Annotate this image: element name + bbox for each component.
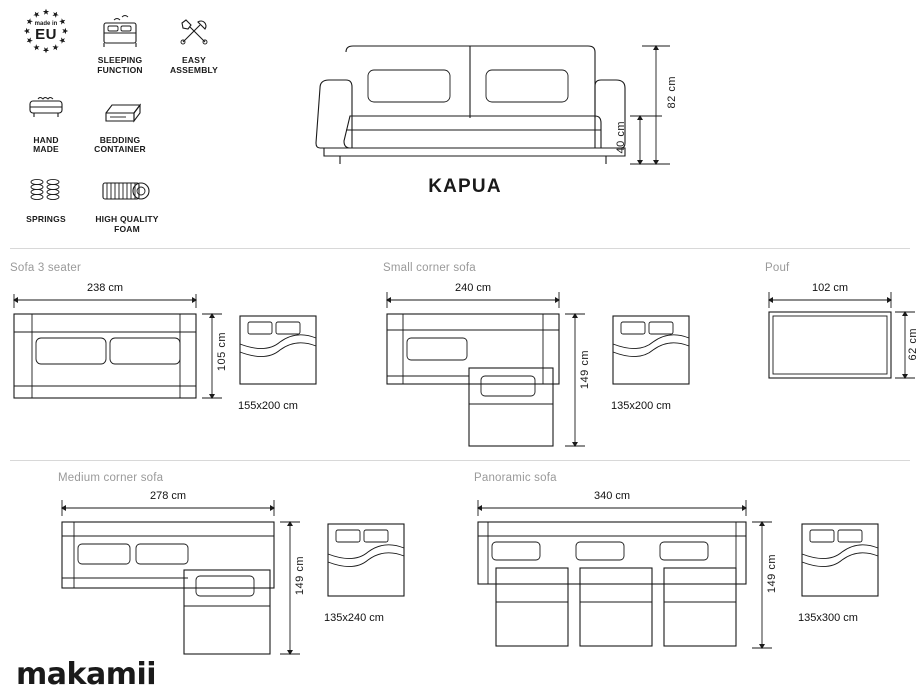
badge-bedding-container xyxy=(84,88,156,156)
badge-sleeping-function-line2: FUNCTION xyxy=(97,64,143,75)
variant-depth-label: 105 cm xyxy=(216,332,228,372)
eu-stars-icon xyxy=(10,8,82,54)
variant-depth-label: 149 cm xyxy=(579,350,591,390)
sleeping-function-icon xyxy=(84,8,156,54)
variant-width-label: 278 cm xyxy=(144,490,192,502)
divider-top xyxy=(10,248,910,249)
badge-row-2 xyxy=(10,88,300,156)
springs-icon xyxy=(10,167,82,213)
badge-bedding-container-line1: BEDDING xyxy=(99,134,141,145)
badge-bedding-container-line2: CONTAINER xyxy=(94,144,146,155)
badge-easy-assembly xyxy=(158,8,230,76)
badge-springs xyxy=(10,167,82,225)
hand-made-icon xyxy=(10,88,82,134)
badge-springs-line1: SPRINGS xyxy=(26,214,66,225)
hero-sofa-drawing xyxy=(310,18,690,178)
bedding-container-icon xyxy=(84,88,156,134)
variant-width-label: 240 cm xyxy=(449,282,497,294)
foam-roll-icon xyxy=(84,167,170,213)
variant-width-label: 102 cm xyxy=(806,282,854,294)
badge-sleeping-function-line1: SLEEPING xyxy=(97,55,143,65)
page-title: KAPUA xyxy=(428,176,502,197)
variant-title: Medium corner sofa xyxy=(58,472,164,484)
badge-sleeping-function xyxy=(84,8,156,76)
variant-title: Small corner sofa xyxy=(383,262,476,274)
variant-bed-label: 155x200 cm xyxy=(238,400,298,412)
variant-sofa-3-seater xyxy=(10,262,320,418)
variant-depth-label: 149 cm xyxy=(294,556,306,596)
variant-medium-corner-sofa xyxy=(58,472,398,666)
variant-depth-label: 62 cm xyxy=(907,328,919,361)
badge-row-1 xyxy=(10,8,300,76)
badge-hand-made-line1: HAND xyxy=(33,134,59,145)
badge-made-in-eu-line2: EU xyxy=(35,25,57,43)
variant-bed-label: 135x300 cm xyxy=(798,612,858,624)
variant-title: Panoramic sofa xyxy=(474,472,557,484)
variant-bed-label: 135x200 cm xyxy=(611,400,671,412)
variant-title: Sofa 3 seater xyxy=(10,262,82,274)
badge-high-quality-foam-line2: FOAM xyxy=(114,223,140,234)
badge-made-in-eu xyxy=(10,8,82,54)
divider-middle xyxy=(10,460,910,461)
badge-made-in-eu-line1: made in xyxy=(34,20,58,27)
feature-badges xyxy=(10,8,300,235)
variant-width-label: 340 cm xyxy=(588,490,636,502)
badge-hand-made-line2: MADE xyxy=(33,144,59,155)
variant-title: Pouf xyxy=(765,262,790,274)
brand-logo: makamii xyxy=(16,657,157,692)
variant-small-corner-sofa xyxy=(383,262,703,458)
badge-row-3 xyxy=(10,167,300,235)
variant-bed-label: 135x240 cm xyxy=(324,612,384,624)
variant-depth-label: 149 cm xyxy=(766,554,778,594)
variant-width-label: 238 cm xyxy=(81,282,129,294)
badge-high-quality-foam-line1: HIGH QUALITY xyxy=(95,214,159,225)
badge-hand-made xyxy=(10,88,82,156)
variant-panoramic-sofa xyxy=(474,472,914,666)
badge-high-quality-foam xyxy=(84,167,170,235)
hero-height-label: 82 cm xyxy=(666,76,678,109)
hero-seat-height-label: 40 cm xyxy=(615,121,627,154)
badge-easy-assembly-line2: ASSEMBLY xyxy=(169,64,219,75)
variant-pouf xyxy=(765,262,919,418)
badge-easy-assembly-line1: EASY xyxy=(182,55,206,65)
tools-icon xyxy=(158,8,230,54)
